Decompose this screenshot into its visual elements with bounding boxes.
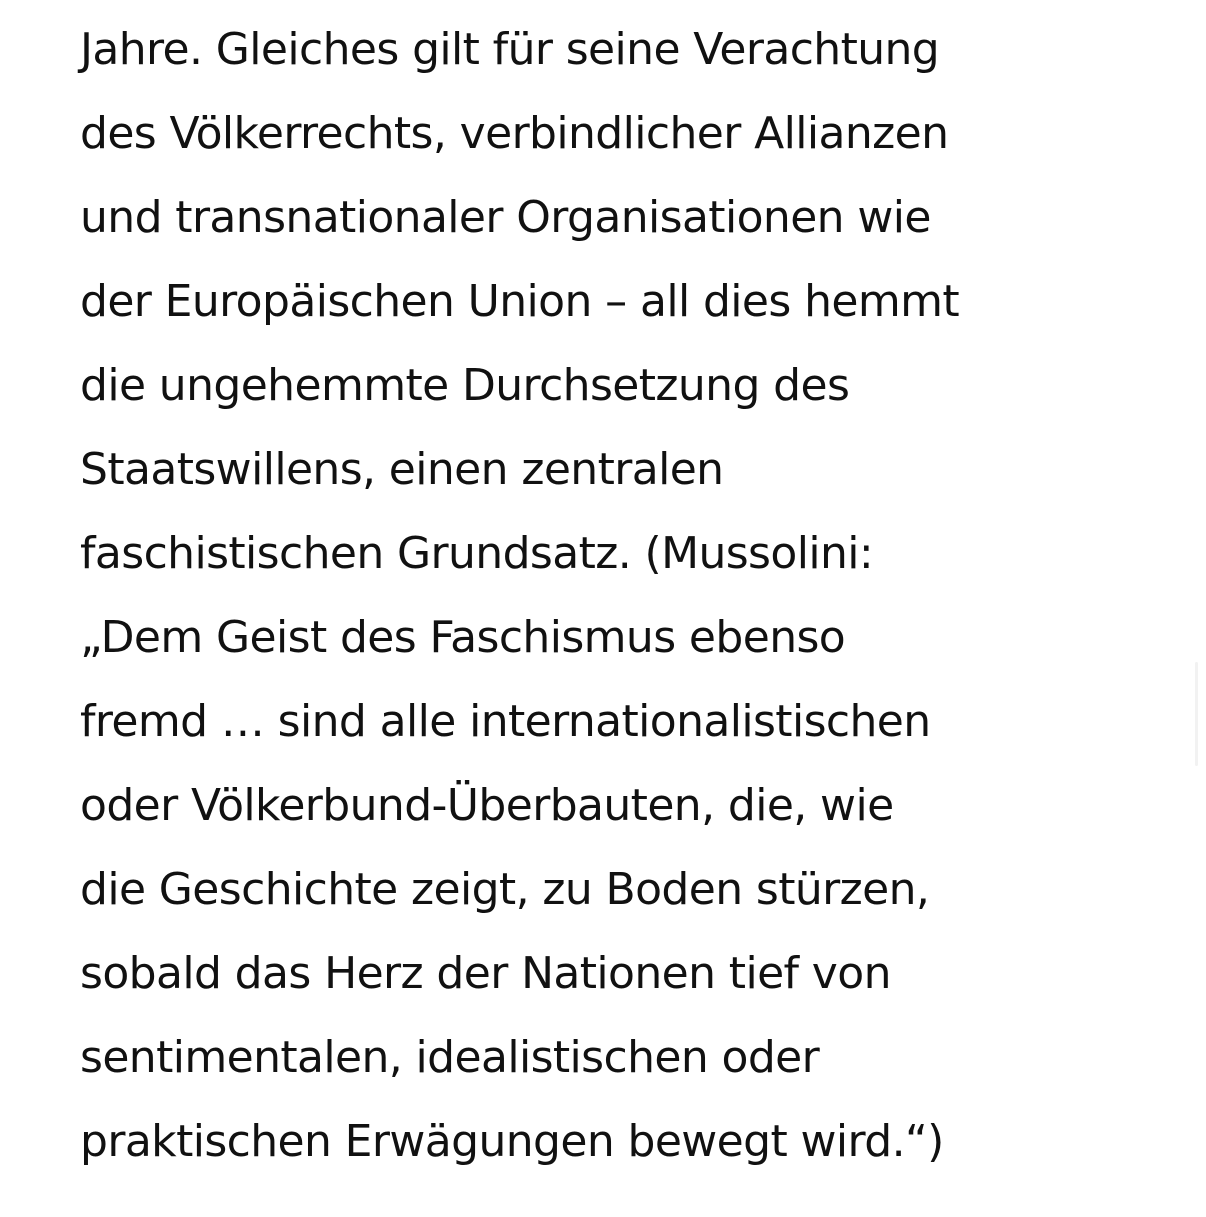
text-line: die ungehemmte Durchsetzung des <box>80 360 850 411</box>
text-line: oder Völkerbund-Überbauten, die, wie <box>80 780 894 831</box>
text-line: sobald das Herz der Nationen tief von <box>80 948 891 999</box>
text-line: die Geschichte zeigt, zu Boden stürzen, <box>80 864 930 915</box>
text-line: Staatswillens, einen zentralen <box>80 444 724 495</box>
text-line: faschistischen Grundsatz. (Mussolini: <box>80 528 874 579</box>
text-line: der Europäischen Union – all dies hemmt <box>80 276 960 327</box>
text-line: und transnationaler Organisationen wie <box>80 192 931 243</box>
text-line: Jahre. Gleiches gilt für seine Verachtung <box>80 24 940 75</box>
article-paragraph <box>80 8 1190 1184</box>
text-line: „Dem Geist des Faschismus ebenso <box>80 612 846 663</box>
text-line: fremd … sind alle internationalistischen <box>80 696 931 747</box>
scroll-indicator[interactable] <box>1195 662 1198 766</box>
text-line: sentimentalen, idealistischen oder <box>80 1032 820 1083</box>
text-line: des Völkerrechts, verbindlicher Allianzen <box>80 108 949 159</box>
text-line: praktischen Erwägungen bewegt wird.“) <box>80 1116 944 1167</box>
